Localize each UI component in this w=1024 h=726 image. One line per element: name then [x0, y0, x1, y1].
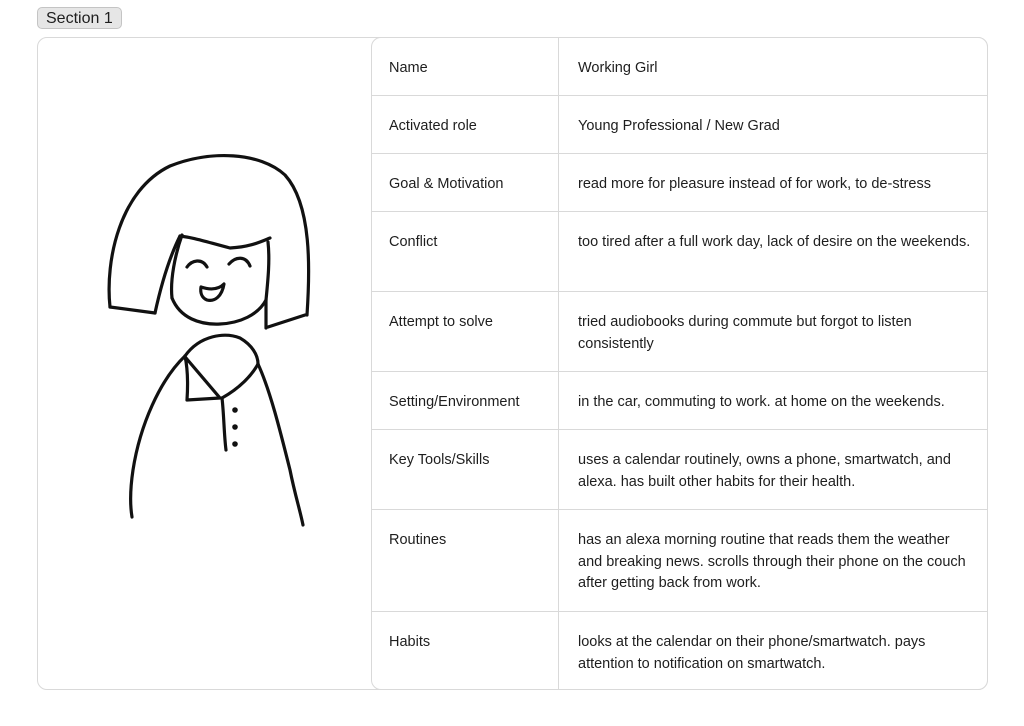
- left-eye: [187, 261, 207, 267]
- bangs: [180, 236, 270, 248]
- row-value: tried audiobooks during commute but forgot to listen consistently: [578, 314, 912, 352]
- row-label: Goal & Motivation: [372, 154, 559, 211]
- row-label: Activated role: [372, 96, 559, 153]
- row-value: looks at the calendar on their phone/smartwatch. pays attention to notification on smartwatch.: [578, 634, 926, 672]
- hair-left-strand: [155, 236, 180, 313]
- row-value: has an alexa morning routine that reads them the weather and breaking news. scrolls through their phone on the couch after getting back from work.: [578, 532, 966, 591]
- body-left: [131, 356, 185, 517]
- row-value: Young Professional / New Grad: [578, 118, 780, 134]
- table-row: [372, 38, 987, 96]
- jaw: [172, 298, 266, 324]
- placket: [222, 398, 226, 450]
- table-row: [372, 510, 987, 612]
- body-right: [258, 364, 303, 525]
- row-label: Name: [372, 38, 559, 95]
- mouth: [201, 284, 224, 300]
- collar-left: [185, 356, 220, 400]
- hair-bottom-left: [110, 307, 155, 313]
- row-value: too tired after a full work day, lack of desire on the weekends.: [578, 234, 971, 250]
- row-value: in the car, commuting to work. at home on the weekends.: [578, 394, 945, 410]
- table-row: [372, 612, 987, 690]
- button: [232, 407, 238, 413]
- table-row: [372, 292, 987, 372]
- table-row: [372, 154, 987, 212]
- row-label: Setting/Environment: [372, 372, 559, 429]
- collar-right: [222, 364, 258, 398]
- row-label: Routines: [372, 510, 559, 611]
- collar: [185, 335, 258, 364]
- table-row: [372, 372, 987, 430]
- persona-sketch: [100, 150, 315, 530]
- table-row: [372, 96, 987, 154]
- row-value: read more for pleasure instead of for work, to de-stress: [578, 176, 931, 192]
- row-value: uses a calendar routinely, owns a phone, smartwatch, and alexa. has built other habits for their health.: [578, 452, 951, 490]
- row-label: Key Tools/Skills: [372, 430, 559, 509]
- hair-bottom-right: [268, 315, 305, 327]
- button: [232, 424, 238, 430]
- row-label: Attempt to solve: [372, 292, 559, 371]
- table-row: [372, 430, 987, 510]
- face-right: [266, 242, 269, 328]
- button: [232, 441, 238, 447]
- table-row: [372, 212, 987, 292]
- persona-table: [371, 37, 988, 690]
- row-label: Habits: [372, 612, 559, 690]
- right-eye: [229, 258, 250, 266]
- hair-outline: [109, 156, 309, 315]
- row-label: Conflict: [372, 212, 559, 291]
- row-value: Working Girl: [578, 60, 658, 76]
- section-label[interactable]: Section 1: [37, 7, 122, 29]
